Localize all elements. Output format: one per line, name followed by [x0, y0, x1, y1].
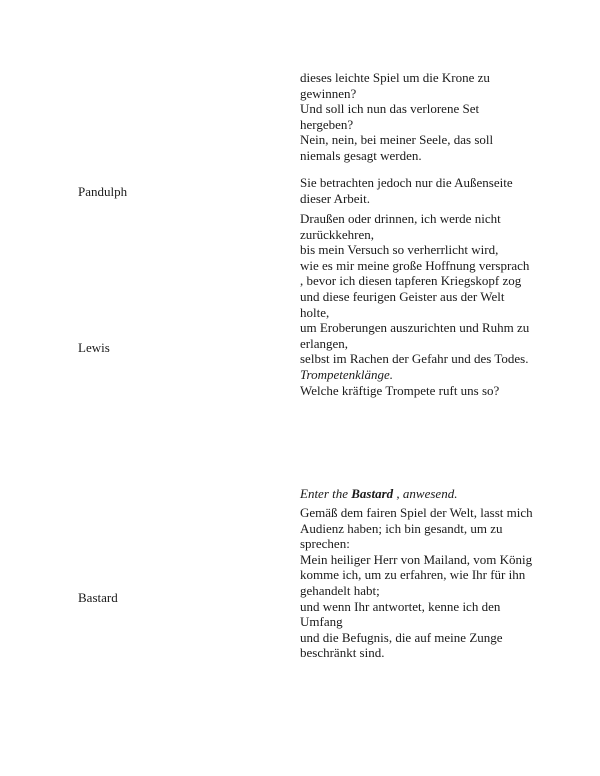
verse-line: und wenn Ihr antwortet, kenne ich den Umfang: [300, 598, 501, 630]
speech-lines-pandulph: [300, 175, 535, 206]
stage-direction-block: [300, 486, 535, 502]
stage-direction-character: Bastard: [351, 486, 394, 501]
verse-line: , bevor ich diesen tapferen Kriegskopf zog: [300, 273, 522, 289]
verse-line: Und soll ich nun das verlorene Set hergeben?: [300, 101, 480, 132]
stage-direction: [300, 486, 535, 502]
verse-line: komme ich, um zu erfahren, wie Ihr für ihn gehandelt habt;: [300, 567, 526, 598]
verse-line: Sie betrachten jedoch nur die Außenseite dieser Arbeit.: [300, 175, 513, 206]
stage-direction-inline: Trompetenklänge.: [300, 366, 394, 382]
speech-lines-bastard: [300, 505, 535, 661]
verse-line: Mein heiliger Herr von Mailand, vom König: [300, 551, 533, 567]
verse-line: Nein, nein, bei meiner Seele, das soll niemals gesagt werden.: [300, 132, 494, 163]
stage-direction-prefix: Enter the: [300, 486, 349, 501]
verse-line-with-stage-direction: [300, 351, 535, 382]
verse-line: um Eroberungen auszurichten und Ruhm zu erlangen,: [300, 320, 530, 351]
verse-line: Welche kräftige Trompete ruft uns so?: [300, 382, 500, 398]
speaker-name-bastard: Bastard: [78, 590, 118, 605]
speech-lines-lewis: [300, 211, 535, 398]
stage-direction-suffix: , anwesend.: [396, 486, 458, 501]
verse-line: und die Befugnis, die auf meine Zunge beschränkt sind.: [300, 629, 503, 661]
speaker-name-pandulph: Pandulph: [78, 184, 128, 199]
verse-line: bis mein Versuch so verherrlicht wird,: [300, 242, 499, 258]
speaker-name-lewis: Lewis: [78, 340, 110, 355]
verse-line: und diese feurigen Geister aus der Welt holte,: [300, 288, 505, 320]
verse-line: dieses leichte Spiel um die Krone zu gewinnen?: [300, 70, 490, 101]
verse-text: selbst im Rachen der Gefahr und des Todes.: [300, 351, 529, 367]
verse-line: Draußen oder drinnen, ich werde nicht zurückkehren,: [300, 211, 501, 242]
verse-line: Gemäß dem fairen Spiel der Welt, lasst mich Audienz haben; ich bin gesandt, um zu sprechen:: [300, 505, 533, 552]
speech-lines-continuation: [300, 70, 535, 164]
verse-line: wie es mir meine große Hoffnung versprach: [300, 257, 530, 273]
